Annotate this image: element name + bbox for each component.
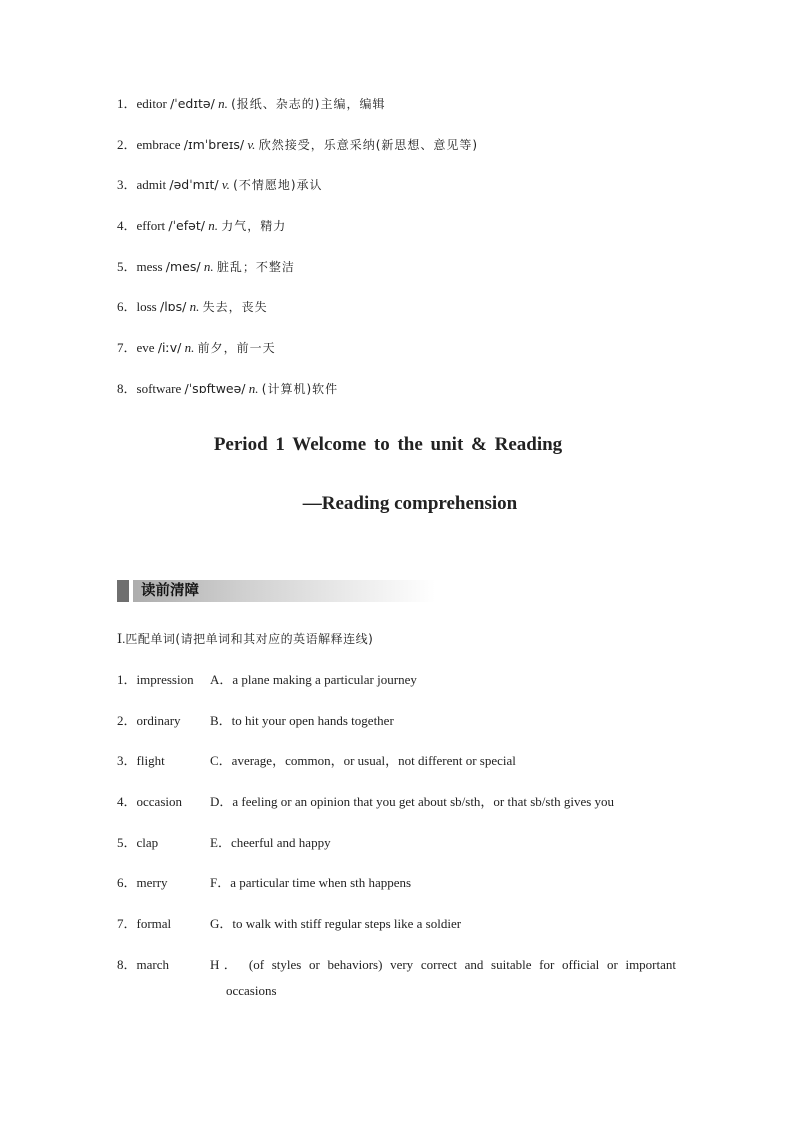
match-letter: G． (210, 916, 233, 932)
vocab-pos: n. (218, 96, 228, 111)
match-number: 5． (117, 834, 137, 850)
match-word: occasion (136, 794, 182, 810)
vocab-word: eve (136, 340, 155, 356)
vocab-ipa: /ˈefət/ (168, 218, 205, 234)
vocabulary-list (117, 94, 717, 420)
vocab-ipa: /ˈsɒftweə/ (184, 380, 246, 396)
vocab-pos: n. (248, 380, 259, 396)
matching-row (117, 914, 697, 955)
match-definition: a feeling or an opinion that you get about sb/sth，or that sb/sth gives you (232, 794, 615, 810)
match-definition-continued: occasions (226, 982, 277, 998)
section-marker-icon (117, 580, 129, 602)
match-word: formal (136, 916, 172, 932)
match-number: 3． (117, 753, 137, 769)
matching-row (117, 670, 697, 711)
vocab-ipa: /ɪmˈbreɪs/ (183, 136, 245, 152)
vocab-word: loss (136, 299, 157, 315)
vocab-number: 8． (117, 380, 137, 396)
match-letter: F． (210, 875, 231, 891)
match-letter: D． (210, 794, 233, 810)
period-title: Period 1 Welcome to the unit & Reading (213, 434, 563, 455)
exercise-instruction (117, 630, 373, 648)
matching-row (117, 955, 697, 996)
vocab-pos: v. (221, 177, 230, 193)
vocab-meaning: 脏乱；不整洁 (216, 259, 295, 274)
vocab-item (117, 297, 717, 338)
matching-list (117, 670, 697, 996)
vocab-meaning: (计算机)软件 (261, 381, 339, 396)
vocab-word: software (136, 380, 182, 396)
vocab-pos: n. (203, 258, 214, 274)
vocab-pos: v. (247, 136, 256, 152)
vocab-meaning: 失去，丧失 (202, 300, 268, 315)
vocab-item (117, 94, 717, 135)
vocab-item (117, 135, 717, 176)
match-word: march (136, 956, 169, 972)
vocab-number: 3． (117, 177, 137, 193)
vocab-number: 7． (117, 340, 137, 356)
vocab-ipa: /iːv/ (157, 340, 182, 356)
vocab-meaning: 欣然接受，乐意采纳(新思想、意见等) (258, 137, 479, 152)
match-number: 6． (117, 875, 137, 891)
vocab-pos: n. (189, 299, 200, 315)
vocab-number: 5． (117, 258, 137, 274)
match-word: impression (136, 672, 194, 687)
vocab-word: embrace (136, 136, 181, 152)
matching-row (117, 833, 697, 874)
match-number: 4． (117, 794, 137, 810)
match-definition: average，common，or usual，not different or special (231, 753, 516, 769)
vocab-word: admit (136, 177, 167, 193)
vocab-number: 6． (117, 299, 137, 315)
vocab-item (117, 257, 717, 298)
match-letter: E． (210, 834, 231, 850)
vocab-meaning: (报纸、杂志的)主编，编辑 (231, 97, 386, 111)
match-definition: to walk with stiff regular steps like a soldier (232, 916, 462, 932)
vocab-ipa: /ədˈmɪt/ (169, 177, 219, 193)
section-label: 读前清障 (141, 583, 199, 599)
match-number: 2． (117, 712, 137, 728)
vocab-meaning: 前夕，前一天 (197, 341, 276, 356)
match-number: 7． (117, 916, 137, 932)
match-word: flight (136, 753, 165, 769)
match-letter: B． (210, 712, 232, 728)
match-number: 1． (117, 672, 137, 687)
exercise-number: Ⅰ. (117, 631, 126, 646)
match-letter: C． (210, 753, 232, 769)
match-letter: H． (210, 956, 242, 972)
match-definition: (of styles or behaviors) very correct and suitable for official or important (248, 956, 677, 972)
match-definition: cheerful and happy (230, 834, 331, 850)
match-definition: a particular time when sth happens (230, 875, 412, 891)
vocab-ipa: /mes/ (165, 258, 201, 274)
period-subtitle: —Reading comprehension (302, 493, 518, 514)
match-number: 8． (117, 956, 137, 972)
match-definition: to hit your open hands together (231, 712, 394, 728)
matching-row (117, 792, 697, 833)
vocab-word: editor (136, 96, 167, 111)
match-word: clap (136, 834, 159, 850)
vocab-meaning: (不情愿地)承认 (233, 178, 323, 193)
vocab-word: mess (136, 258, 163, 274)
vocab-ipa: /ˈedɪtə/ (170, 96, 215, 111)
vocab-item (117, 175, 717, 216)
vocab-number: 2． (117, 136, 137, 152)
instruction-text: 匹配单词(请把单词和其对应的英语解释连线) (125, 632, 374, 646)
vocab-meaning: 力气，精力 (221, 219, 287, 234)
matching-row (117, 711, 697, 752)
vocab-number: 1． (117, 96, 137, 111)
matching-row (117, 873, 697, 914)
vocab-number: 4． (117, 218, 137, 234)
vocab-ipa: /lɒs/ (160, 299, 187, 315)
vocab-item (117, 216, 717, 257)
vocab-item (117, 338, 717, 379)
vocab-word: effort (136, 218, 166, 234)
vocab-pos: n. (208, 218, 218, 234)
match-letter: A． (210, 672, 233, 687)
matching-row (117, 751, 697, 792)
match-word: merry (136, 875, 168, 891)
vocab-item (117, 379, 717, 420)
vocab-pos: n. (184, 340, 195, 356)
section-header (117, 580, 435, 602)
match-definition: a plane making a particular journey (232, 672, 417, 687)
match-word: ordinary (136, 712, 181, 728)
